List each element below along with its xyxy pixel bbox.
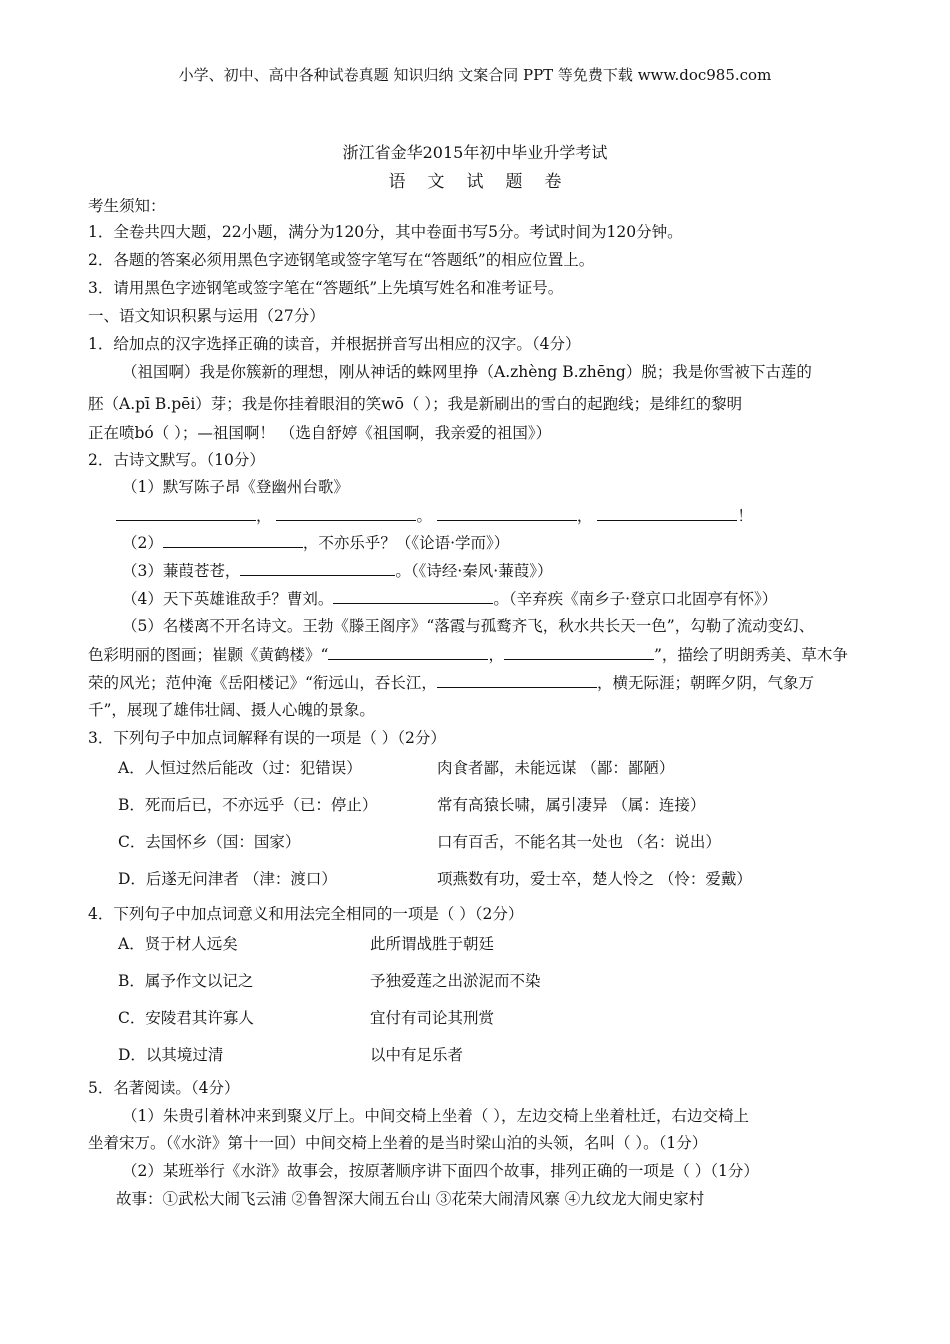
question-2-part-4: （4）天下英雄谁敌手？曹刘。 。（辛弃疾《南乡子·登京口北固亭有怀》） bbox=[122, 590, 778, 608]
question-3-stem: 3．下列句子中加点词解释有误的一项是（ ）（2分） bbox=[88, 729, 446, 747]
question-2-stem: 2．古诗文默写。（10分） bbox=[88, 451, 265, 469]
question-5-stem: 5．名著阅读。（4分） bbox=[88, 1079, 240, 1097]
punctuation: 。 bbox=[416, 507, 432, 525]
question-4-option: B．属予作文以记之 bbox=[118, 972, 254, 990]
notice-item: 2．各题的答案必须用黑色字迹钢笔或签字笔写在“答题纸”的相应位置上。 bbox=[88, 251, 595, 269]
answer-blank[interactable] bbox=[328, 644, 488, 660]
question-2-part-3: （3）蒹葭苍苍， 。（《诗经·秦风·蒹葭》） bbox=[122, 562, 553, 580]
question-5-stories: 故事：①武松大闹飞云浦 ②鲁智深大闹五台山 ③花荣大闹清风寨 ④九纹龙大闹史家村 bbox=[116, 1190, 705, 1208]
section-heading: 一、语文知识积累与运用（27分） bbox=[88, 307, 325, 325]
question-2-part-1: （1）默写陈子昂《登幽州台歌》 bbox=[122, 478, 349, 496]
question-2-part-5: 千”，展现了雄伟壮阔、摄人心魄的景象。 bbox=[88, 701, 375, 719]
punctuation: ！ bbox=[737, 507, 753, 525]
question-2-part-2: （2） ，不亦乐乎？（《论语·学而》） bbox=[122, 534, 510, 552]
answer-blank[interactable] bbox=[597, 505, 737, 521]
answer-blank[interactable] bbox=[504, 644, 654, 660]
question-5-part-1: 坐着宋万。（《水浒》第十一回）中间交椅上坐着的是当时梁山泊的头领，名叫（ ）。（1分） bbox=[88, 1134, 708, 1152]
question-1-stem: 1．给加点的汉字选择正确的读音，并根据拼音写出相应的汉字。（4分） bbox=[88, 335, 581, 353]
question-5-part-2: （2）某班举行《水浒》故事会，按原著顺序讲下面四个故事，排列正确的一项是（ ）（1分） bbox=[122, 1162, 759, 1180]
question-5-part-1: （1）朱贵引着林冲来到聚义厅上。中间交椅上坐着（ ），左边交椅上坐着杜迁，右边交椅上 bbox=[122, 1107, 750, 1125]
question-3-option: 项燕数有功，爱士卒，楚人怜之 （怜：爱戴） bbox=[437, 870, 752, 888]
notice-item: 3．请用黑色字迹钢笔或签字笔在“答题纸”上先填写姓名和准考证号。 bbox=[88, 279, 564, 297]
question-2-blanks-row bbox=[116, 505, 896, 526]
question-3-option: A．人恒过然后能改（过：犯错误） bbox=[118, 759, 362, 777]
question-3-option: 口有百舌，不能名其一处也 （名：说出） bbox=[437, 833, 721, 851]
page-header: 小学、初中、高中各种试卷真题 知识归纳 文案合同 PPT 等免费下载 www.doc985.com bbox=[178, 66, 772, 84]
answer-blank[interactable] bbox=[437, 505, 577, 521]
question-3-option: 肉食者鄙，未能远谋 （鄙：鄙陋） bbox=[437, 759, 675, 777]
answer-blank[interactable] bbox=[240, 560, 395, 576]
question-1-text: 正在喷bó（ ）；—祖国啊！ （选自舒婷《祖国啊，我亲爱的祖国》） bbox=[88, 424, 552, 442]
notice-heading: 考生须知： bbox=[88, 197, 166, 215]
punctuation: ， bbox=[576, 507, 593, 525]
question-4-option: A．贤于材人远矣 bbox=[118, 935, 238, 953]
answer-blank[interactable] bbox=[437, 672, 597, 688]
question-3-option: 常有高猿长啸，属引凄异 （属：连接） bbox=[437, 796, 706, 814]
question-4-option: C．安陵君其许寡人 bbox=[118, 1009, 254, 1027]
question-2-part-5: 色彩明丽的图画；崔颢《黄鹤楼》“ ， ”，描绘了明朗秀美、草木争 bbox=[88, 646, 848, 664]
exam-subtitle: 语文试题卷 bbox=[388, 172, 584, 192]
question-2-part-5: （5）名楼离不开名诗文。王勃《滕王阁序》“落霞与孤鹜齐飞，秋水共长天一色”，勾勒了流动变幻、 bbox=[122, 617, 815, 635]
answer-blank[interactable] bbox=[116, 505, 256, 521]
answer-blank[interactable] bbox=[276, 505, 416, 521]
exam-title: 浙江省金华2015年初中毕业升学考试 bbox=[342, 143, 608, 162]
question-4-option: 予独爱莲之出淤泥而不染 bbox=[370, 972, 541, 990]
question-2-part-5: 荣的风光；范仲淹《岳阳楼记》“衔远山，吞长江， ，横无际涯；朝晖夕阴，气象万 bbox=[88, 674, 814, 692]
punctuation: ， bbox=[256, 507, 272, 525]
question-4-option: 宜付有司论其刑赏 bbox=[370, 1009, 495, 1027]
question-4-option: 此所谓战胜于朝廷 bbox=[370, 935, 495, 953]
question-4-option: D．以其境过清 bbox=[118, 1046, 224, 1064]
question-1-text: （祖国啊）我是你簇新的理想，刚从神话的蛛网里挣（A.zhèng B.zhēng）脱；我是你雪被下古莲的 bbox=[122, 363, 812, 381]
notice-item: 1．全卷共四大题，22小题，满分为120分，其中卷面书写5分。考试时间为120分钟。 bbox=[88, 223, 683, 241]
question-3-option: B．死而后已，不亦远乎（已：停止） bbox=[118, 796, 378, 814]
question-1-text: 胚（A.pī B.pēi）芽；我是你挂着眼泪的笑wō（ ）；我是新刷出的雪白的起跑线；是绯红的黎明 bbox=[88, 395, 743, 413]
answer-blank[interactable] bbox=[163, 532, 303, 548]
question-4-stem: 4．下列句子中加点词意义和用法完全相同的一项是（ ）（2分） bbox=[88, 905, 524, 923]
answer-blank[interactable] bbox=[333, 588, 493, 604]
question-3-option: D．后遂无问津者 （津：渡口） bbox=[118, 870, 337, 888]
question-4-option: 以中有足乐者 bbox=[370, 1046, 464, 1064]
question-3-option: C．去国怀乡（国：国家） bbox=[118, 833, 301, 851]
